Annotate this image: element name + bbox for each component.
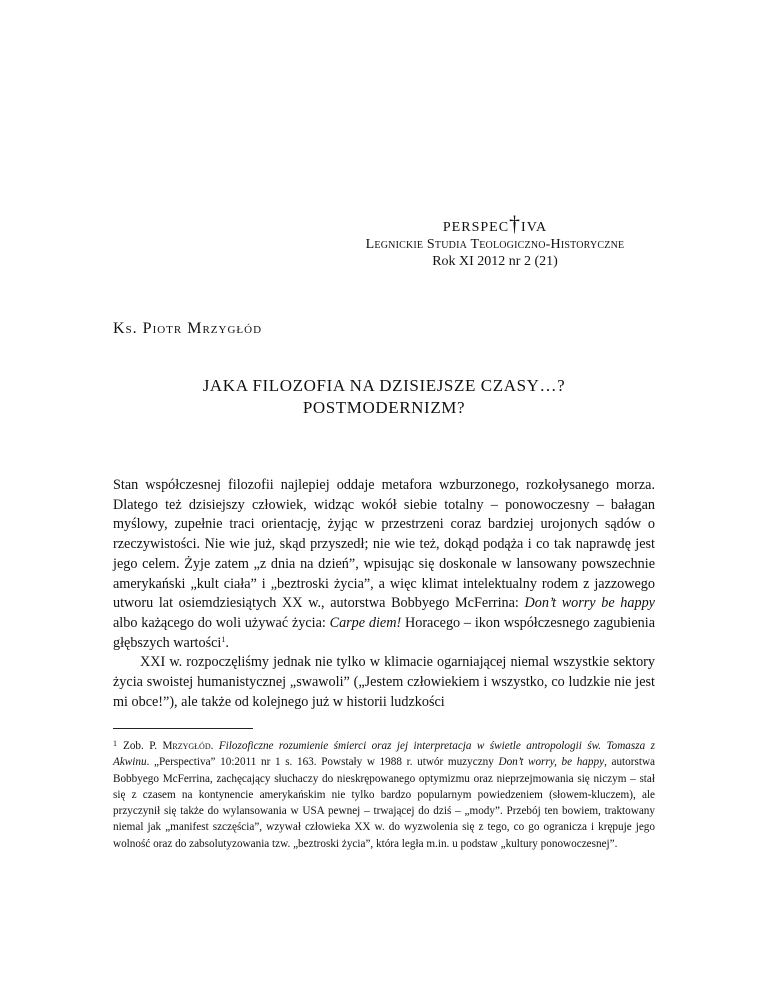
p1-text-a: Stan współczesnej filozofii najlepiej oddaje metafora wzburzonego, rozkołysanego morza. Dlatego też dzisiejszy człowiek, widząc wokół siebie totalny – ponowoczesny – bałagan myślowy, zupełnie traci orientację, żyjąc w przestrzeni coraz bardziej urojonych sądów o rzeczywistości. Nie wie już, skąd przyszedł; nie wie też, dokąd podąża i co tak naprawdę jest jego celem. Żyje zatem „z dnia na dzień”, wpisując się doskonale w lansowany powszechnie amerykański „kult ciała” i „beztroski życia”, a więc klimat intelektualny rodem z jazzowego utworu lat osiemdziesiątych XX w., autorstwa Bobbyego McFerrina:: [113, 477, 655, 612]
p1-italic-carpe: Carpe diem!: [329, 614, 402, 631]
footnote-ref-1[interactable]: 1: [221, 634, 226, 644]
fn-text-a: Zob. P.: [123, 740, 163, 752]
journal-issue: Rok XI 2012 nr 2 (21): [432, 254, 558, 269]
p1-italic-song: Don’t worry be happy: [524, 595, 655, 612]
body-paragraph-1: [113, 476, 655, 653]
footnote-number: 1: [113, 739, 117, 748]
body-paragraph-2: XXI w. rozpoczęliśmy jednak nie tylko w klimacie ogarniającej niemal wszystkie sektory życia swoistej humanistycznej „swawoli” („Jestem człowiekiem i wszystko, co ludzkie nie jest mi obce!”), ale także od kolejnego już w historii ludzkości: [113, 654, 655, 710]
fn-author: Mrzygłód: [162, 740, 211, 752]
fn-text-d: , autorstwa Bobbyego McFerrina, zachęcający słuchaczy do nieskrępowanego optymizmu oraz nieprzejmowania się niczym – stał się z czasem na kontynencie amerykańskim nie tylko bardzo popularnym powiedzeniem (słowem-kluczem), ale przyczynił się także do wylansowania w USA pewnej – trwającej do dziś – „mody”. Przebój ten bowiem, traktowany niemal jak „manifest szczęścia”, wzywał człowieka XX w. do wyzwolenia się z tego, co go ogranicza i krępuje jego wolność oraz do zabsolutyzowania tzw. „beztroski życia”, która legła m.in. u podstaw „kultury ponowoczesnej”.: [113, 756, 655, 850]
article-body: [113, 476, 655, 712]
footnotes: [113, 736, 655, 852]
article-title-line-2: POSTMODERNIZM?: [302, 398, 466, 417]
journal-title: [322, 213, 668, 236]
p1-text-d: .: [225, 634, 229, 651]
footnote-divider: [113, 728, 253, 729]
footnote-1: [113, 736, 655, 852]
fn-italic-title: Filozoficzne rozumienie śmierci oraz jej interpretacja w świetle antropologii św. Tomasza z Akwinu: [113, 740, 655, 769]
article-author: Ks. Piotr Mrzygłód: [113, 320, 263, 337]
article-title-line-1: JAKA FILOZOFIA NA DZISIEJSZE CZASY…?: [202, 376, 566, 395]
journal-title-cross: †: [509, 211, 522, 236]
journal-title-part-a: perspec: [442, 214, 510, 236]
journal-header: [322, 213, 668, 270]
journal-subtitle: Legnickie Studia Teologiczno-Historyczne: [365, 237, 625, 252]
fn-text-b: .: [210, 740, 219, 752]
fn-italic-song: Don’t worry, be happy: [498, 756, 605, 769]
p1-text-b: albo każącego do woli używać życia:: [113, 614, 330, 631]
article-title: [113, 375, 655, 419]
journal-title-part-b: iva: [521, 214, 548, 236]
fn-text-c: . „Perspectiva” 10:2011 nr 1 s. 163. Powstały w 1988 r. utwór muzyczny: [146, 756, 499, 769]
p1-text-c: Horacego – ikon współczesnego zagubienia głębszych wartości: [113, 614, 655, 651]
